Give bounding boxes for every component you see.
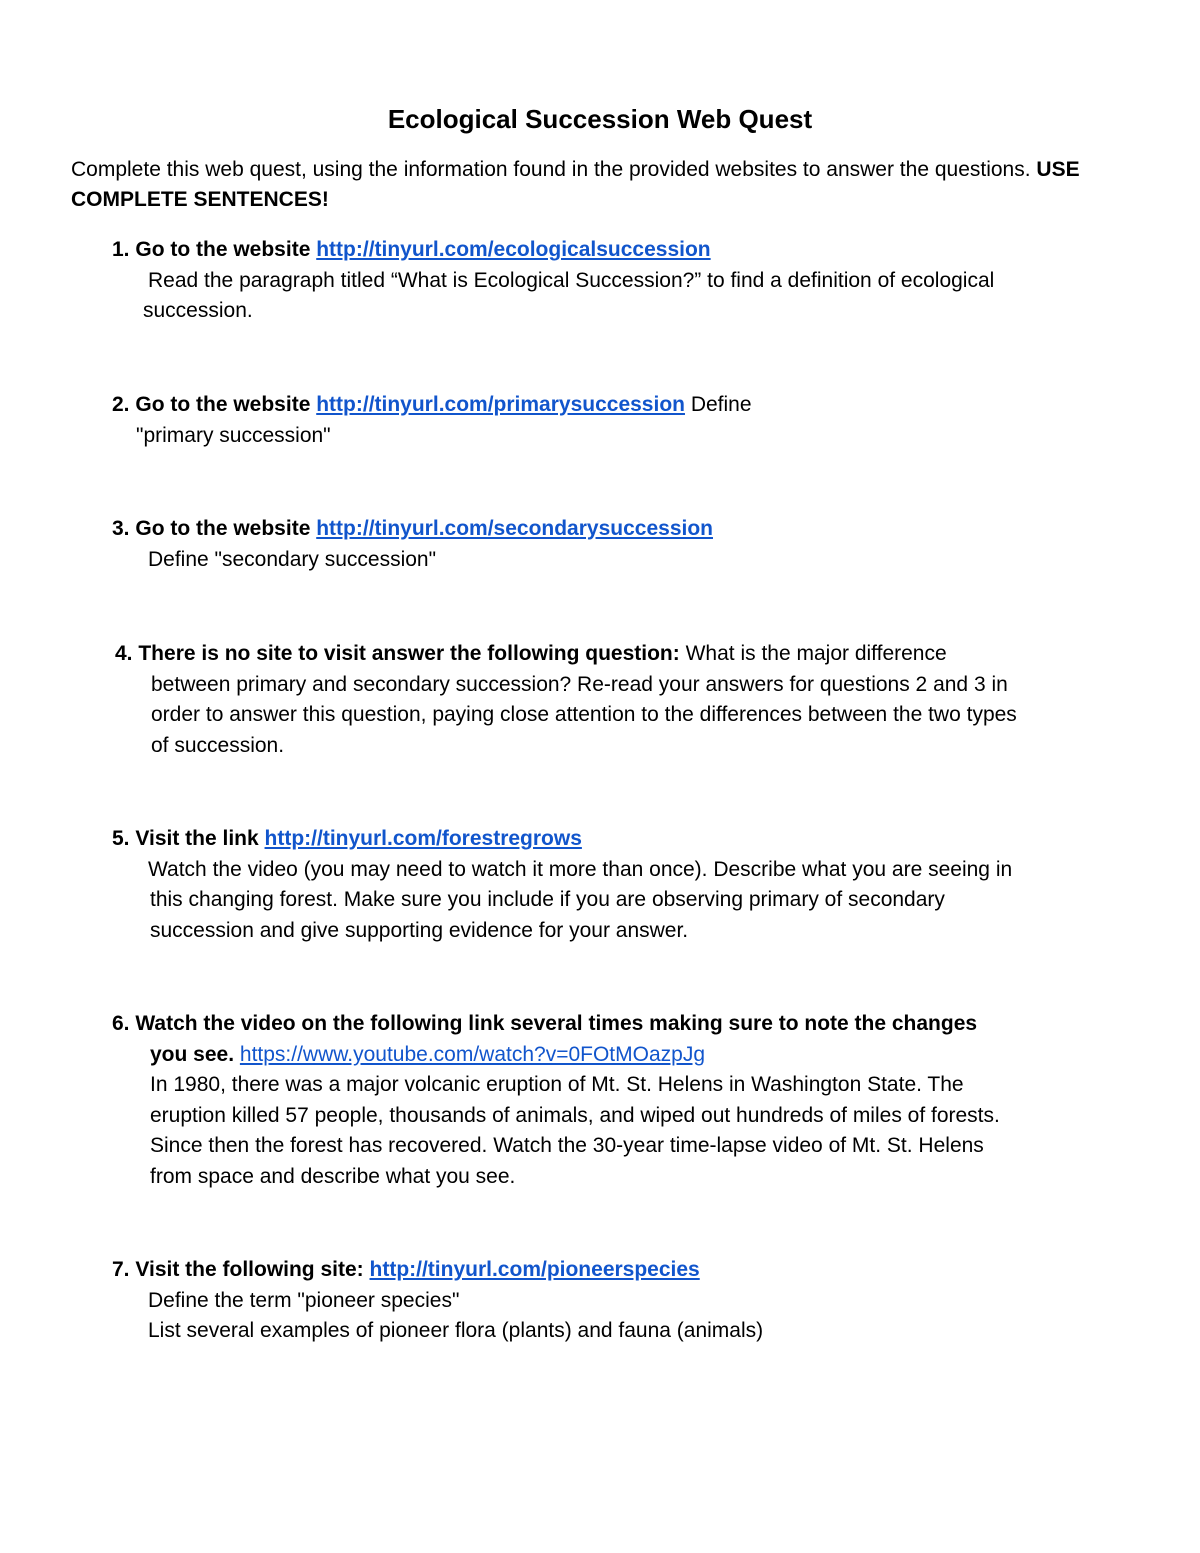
question-7: [112, 1255, 1122, 1347]
question-body-line: Define "secondary succession": [148, 547, 437, 571]
question-body-line: of succession.: [151, 733, 285, 757]
question-body-line: In 1980, there was a major volcanic eruption of Mt. St. Helens in Washington State. The: [150, 1073, 964, 1096]
question-body-line: Since then the forest has recovered. Watch the 30-year time-lapse video of Mt. St. Helens: [150, 1134, 984, 1157]
question-body-line: Define the term "pioneer species": [148, 1288, 460, 1312]
intro-paragraph: [71, 155, 1131, 215]
question-2: [112, 390, 1122, 451]
question-body-line: Watch the video (you may need to watch it more than once). Describe what you are seeing in: [148, 857, 1013, 881]
question-link[interactable]: http://tinyurl.com/forestregrows: [264, 827, 582, 850]
question-body-line: Read the paragraph titled “What is Ecological Succession?” to find a definition of ecological: [148, 268, 995, 292]
question-number: 6.: [112, 1012, 130, 1035]
question-lead: Go to the website: [135, 238, 311, 261]
question-link[interactable]: http://tinyurl.com/primarysuccession: [316, 393, 685, 416]
page-title: Ecological Succession Web Quest: [387, 104, 813, 134]
question-lead: Go to the website: [135, 517, 311, 540]
question-lead-continued: you see.: [150, 1042, 235, 1066]
question-body-line: succession and give supporting evidence for your answer.: [150, 918, 689, 942]
question-number: 3.: [112, 517, 130, 540]
question-link[interactable]: http://tinyurl.com/ecologicalsuccession: [316, 238, 711, 261]
question-number: 4.: [115, 642, 133, 665]
question-body-line: "primary succession": [136, 423, 331, 447]
question-body-line: succession.: [143, 299, 253, 322]
question-body-line: order to answer this question, paying close attention to the differences between the two types: [151, 703, 1017, 726]
question-body-line: List several examples of pioneer flora (plants) and fauna (animals): [148, 1319, 764, 1342]
question-lead: Go to the website: [135, 393, 311, 416]
question-link[interactable]: http://tinyurl.com/secondarysuccession: [316, 517, 713, 540]
question-trailing-text: What is the major difference: [679, 642, 947, 665]
question-number: 1.: [112, 238, 130, 261]
question-number: 7.: [112, 1258, 130, 1281]
question-lead: Visit the link: [135, 827, 259, 850]
question-6: [112, 1009, 1122, 1192]
question-lead: Visit the following site:: [135, 1258, 364, 1281]
question-3: [112, 514, 1122, 575]
question-body-line: between primary and secondary succession? Re-read your answers for questions 2 and 3 in: [151, 672, 1008, 696]
question-1: [112, 235, 1122, 327]
intro-text: Complete this web quest, using the information found in the provided websites to answer the questions.: [71, 158, 1031, 181]
question-link[interactable]: http://tinyurl.com/pioneerspecies: [369, 1258, 700, 1281]
question-body-line: eruption killed 57 people, thousands of animals, and wiped out hundreds of miles of forests.: [150, 1103, 1000, 1127]
question-lead: Watch the video on the following link several times making sure to note the changes: [135, 1012, 978, 1035]
question-lead: There is no site to visit answer the following question:: [138, 642, 680, 665]
question-5: [112, 824, 1122, 946]
question-link[interactable]: https://www.youtube.com/watch?v=0FOtMOazpJg: [239, 1042, 706, 1066]
question-body-line: from space and describe what you see.: [150, 1164, 516, 1188]
question-body-line: this changing forest. Make sure you include if you are observing primary of secondary: [150, 888, 945, 911]
question-number: 5.: [112, 827, 130, 850]
intro-emphasis: USE COMPLETE SENTENCES!: [71, 158, 1080, 211]
question-4: [115, 639, 1125, 761]
question-number: 2.: [112, 393, 130, 416]
question-trailing-text: Define: [684, 393, 752, 416]
